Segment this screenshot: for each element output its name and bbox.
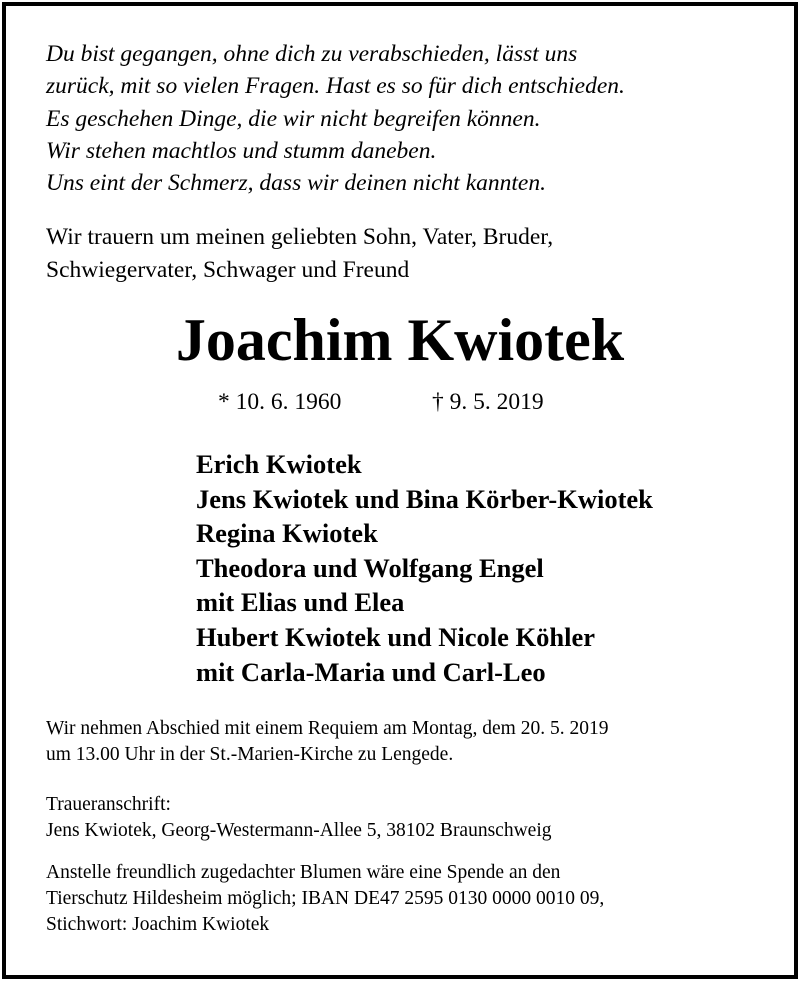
mourner-line: Erich Kwiotek: [196, 449, 362, 479]
mourners-list: [196, 447, 653, 689]
donation-line: Anstelle freundlich zugedachter Blumen wäre eine Spende an den: [46, 862, 561, 883]
donation-notice: [46, 860, 604, 938]
address-label: Traueranschrift:: [46, 794, 171, 815]
mourner-line: mit Elias und Elea: [196, 587, 405, 618]
deceased-name: Joachim Kwiotek: [175, 307, 625, 373]
mourner-line: Theodora und Wolfgang Engel: [196, 552, 544, 583]
service-notice: [46, 716, 608, 768]
mourner-line: Hubert Kwiotek und Nicole Köhler: [196, 621, 595, 652]
mourner-line: mit Carla-Maria und Carl-Leo: [196, 656, 546, 687]
address-line: Jens Kwiotek, Georg-Westermann-Allee 5, 38102 Braunschweig: [46, 820, 552, 841]
mourning-intro: [46, 221, 766, 287]
poem-line: Du bist gegangen, ohne dich zu verabschieden, lässt uns: [46, 41, 578, 67]
birth-date: * 10. 6. 1960: [218, 389, 342, 415]
donation-line: Tierschutz Hildesheim möglich; IBAN DE47 2595 0130 0000 0010 09,: [46, 888, 605, 909]
donation-line: Stichwort: Joachim Kwiotek: [46, 914, 270, 935]
intro-line: Wir trauern um meinen geliebten Sohn, Vater, Bruder,: [46, 224, 554, 250]
poem-line: zurück, mit so vielen Fragen. Hast es so für dich entschieden.: [46, 73, 625, 100]
service-line: um 13.00 Uhr in der St.-Marien-Kirche zu Lengede.: [46, 744, 454, 765]
poem-line: Uns eint der Schmerz, dass wir deinen nicht kannten.: [46, 170, 546, 197]
mourner-line: Regina Kwiotek: [196, 518, 378, 549]
death-date: † 9. 5. 2019: [432, 389, 544, 415]
intro-line: Schwiegervater, Schwager und Freund: [46, 257, 410, 283]
mourner-line: Jens Kwiotek und Bina Körber-Kwiotek: [196, 483, 653, 514]
poem-line: Es geschehen Dinge, die wir nicht begreifen können.: [46, 105, 541, 132]
service-line: Wir nehmen Abschied mit einem Requiem am Montag, dem 20. 5. 2019: [46, 718, 609, 739]
poem-line: Wir stehen machtlos und stumm daneben.: [46, 137, 437, 164]
memorial-poem: [46, 38, 766, 199]
mourning-address: [46, 792, 552, 844]
